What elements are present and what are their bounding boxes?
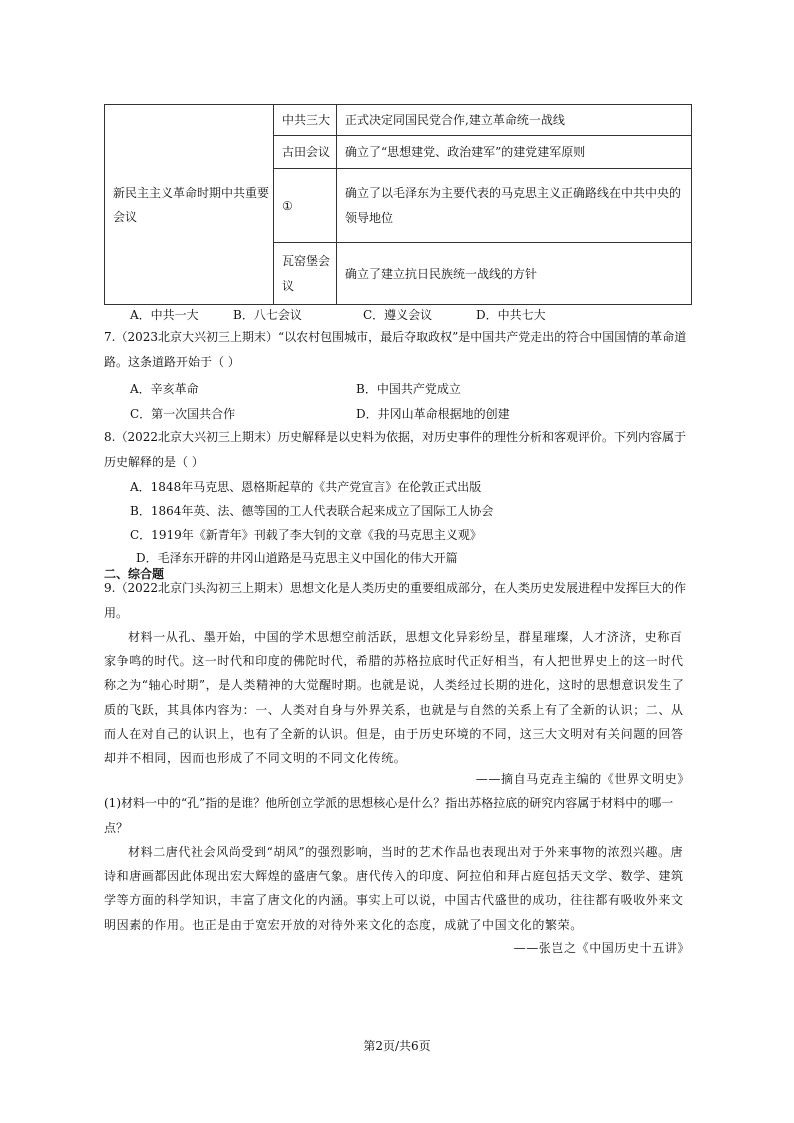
table-row-desc: 确立了建立抗日民族统一战线的方针 [337, 243, 692, 305]
q9-sub-question-1: (1)材料一中的“孔”指的是谁？他所创立学派的思想核心是什么？指出苏格拉底的研究内容属于材料中的哪一点？ [104, 796, 674, 835]
section-heading: 二、综合题 [104, 567, 165, 581]
q6-option-d: D．中共七大 [476, 308, 546, 322]
q9-material-2: 材料二唐代社会风尚受到“胡风”的强烈影响，当时的艺术作品也表现出对于外来事物的浓烈兴趣。唐诗和唐画都因此体现出宏大辉煌的盛唐气象。唐代传入的印度、阿拉伯和拜占庭包括天文学、数学、建筑学等方面的科学知识，丰富了唐文化的内涵。事实上可以说，中国古代盛世的成功，往往都有吸收外来文明因素的作用。也正是由于宽宏开放的对待外来文化的态度，成就了中国文化的繁荣。 [104, 845, 684, 932]
q7-option-a: A．辛亥革命 [130, 382, 199, 396]
q6-option-a: A．中共一大 [130, 308, 199, 322]
table-row-desc: 正式决定同国民党合作,建立革命统一战线 [337, 105, 692, 136]
page-footer: 第2页/共6页 [363, 1039, 431, 1053]
q6-option-c: C．遵义会议 [363, 308, 433, 322]
q6-option-b: B．八七会议 [233, 308, 302, 322]
q8-option-a: A．1848年马克思、恩格斯起草的《共产党宣言》在伦敦正式出版 [130, 480, 482, 494]
meetings-table [104, 104, 692, 305]
q7-stem: 7.（2023北京大兴初三上期末）“以农村包围城市，最后夺取政权”是中国共产党走出的符合中国国情的革命道路。这条道路开始于（ ） [104, 330, 687, 369]
q7-option-d: D．井冈山革命根据地的创建 [356, 407, 510, 421]
q8-option-b: B．1864年英、法、德等国的工人代表联合起来成立了国际工人协会 [130, 504, 494, 518]
q8-option-d: D．毛泽东开辟的井冈山道路是马克思主义中国化的伟大开篇 [136, 551, 458, 565]
q7-option-c: C．第一次国共合作 [130, 407, 236, 421]
table-row-name: ① [274, 169, 337, 243]
table-row-name: 中共三大 [274, 105, 337, 136]
q7-option-b: B．中国共产党成立 [356, 382, 461, 396]
table-row-name: 瓦窑堡会议 [274, 243, 337, 305]
q9-material-1: 材料一从孔、墨开始，中国的学术思想空前活跃，思想文化异彩纷呈，群星璀璨，人才济济，史称百家争鸣的时代。这一时代和印度的佛陀时代，希腊的苏格拉底时代正好相当，有人把世界史上的这一时代称之为“轴心时期”，是人类精神的大觉醒时期。也就是说，人类经过长期的进化，这时的思想意识发生了质的飞跃，其具体内容为：一、人类对自身与外界关系，也就是与自然的关系上有了全新的认识；二、从而人在对自己的认识上，也有了全新的认识。但是，由于历史环境的不同，这三大文明对有关问题的回答却并不相同，因而也形成了不同文明的不同文化传统。 [104, 630, 685, 766]
table-row-name: 古田会议 [274, 136, 337, 169]
q8-option-c: C．1919年《新青年》刊载了李大钊的文章《我的马克思主义观》 [130, 528, 482, 542]
table-row-desc: 确立了以毛泽东为主要代表的马克思主义正确路线在中共中央的领导地位 [337, 169, 692, 243]
q9-stem: 9.（2022北京门头沟初三上期末）思想文化是人类历史的重要组成部分，在人类历史发展进程中发挥巨大的作用。 [104, 581, 686, 620]
q8-stem: 8.（2022北京大兴初三上期末）历史解释是以史料为依据，对历史事件的理性分析和客观评价。下列内容属于历史解释的是（ ） [104, 430, 686, 469]
table-row-desc: 确立了“思想建党、政治建军”的建党建军原则 [337, 136, 692, 169]
q9-source-1: ——摘自马克垚主编的《世界文明史》 [475, 772, 690, 786]
q9-source-2: ——张岂之《中国历史十五讲》 [513, 941, 690, 955]
table-left-cell: 新民主主义革命时期中共重要会议 [105, 105, 274, 305]
